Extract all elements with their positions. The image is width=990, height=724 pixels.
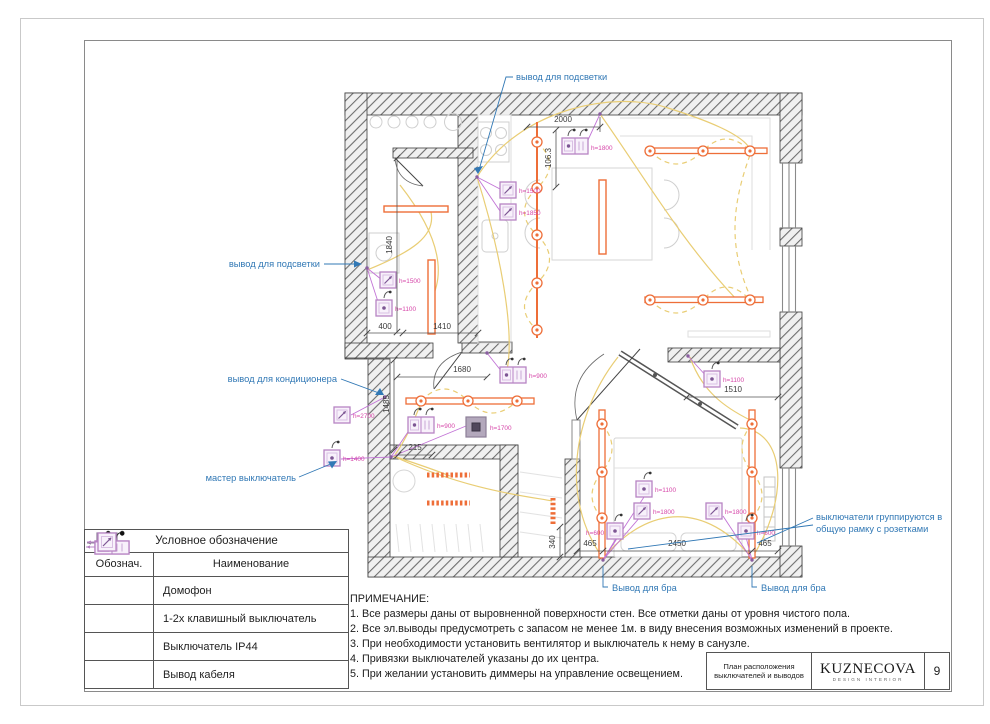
- dimension-label: 340: [548, 535, 557, 549]
- height-label: h=600: [757, 530, 775, 537]
- brand-tagline: DESIGN INTERIOR: [832, 676, 904, 682]
- height-label: h=2700: [353, 413, 375, 420]
- switch-symbol: [704, 371, 720, 387]
- height-label: h=1800: [725, 509, 747, 516]
- brand-name: KUZNECOVA: [820, 660, 916, 677]
- note-item: 2. Все эл.выводы предусмотреть с запасом не менее 1м. в виду внесения возможных изменений в проекте.: [350, 623, 893, 635]
- annotation-label: выключатели группируются в: [816, 512, 943, 522]
- dimension-label: 2450: [668, 539, 686, 548]
- height-label: h=1800: [653, 509, 675, 516]
- legend-row: Выключатель IP44: [85, 633, 348, 661]
- annotation-label: Вывод для бра: [612, 583, 677, 593]
- notes-title: ПРИМЕЧАНИЕ:: [350, 593, 430, 605]
- switch-symbol: [376, 300, 392, 316]
- dimension-label: 215: [408, 443, 422, 452]
- dimension-label: 1485: [382, 395, 391, 413]
- switch-2gang-symbol: [500, 367, 526, 383]
- switch-symbol: [738, 523, 754, 539]
- legend-row: Вывод кабеля: [85, 661, 348, 688]
- switch-symbol: [607, 523, 623, 539]
- legend-table: [84, 529, 349, 689]
- height-labels: [343, 145, 775, 537]
- sheet-number: 9: [933, 664, 941, 678]
- height-label: h=1100: [655, 487, 677, 494]
- annotation-label: общую рамку с розетками: [816, 524, 929, 534]
- title-block: [706, 652, 950, 690]
- cable-output-icon: [85, 530, 129, 554]
- intercom-symbol: [466, 417, 486, 437]
- annotation-label: вывод для подсветки: [228, 259, 320, 269]
- height-label: h=1800: [591, 145, 613, 152]
- height-label: h=900: [437, 423, 455, 430]
- legend-title: Условное обозначение: [85, 530, 348, 553]
- legend-row: Домофон: [85, 577, 348, 605]
- dimension-label: 2000: [554, 115, 572, 124]
- legend-col-name: Наименование: [212, 558, 290, 570]
- height-label: h=1850: [519, 210, 541, 217]
- note-item: 1. Все размеры даны от выровненной поверхности стен. Все отметки даны от уровня чистого пола.: [350, 608, 850, 620]
- cable-output-symbol: [706, 503, 722, 519]
- dimension-label: 1510: [724, 385, 742, 394]
- legend-col-symbol: Обознач.: [85, 553, 154, 576]
- cable-output-symbol: [500, 204, 516, 220]
- height-label: h=1100: [395, 306, 417, 313]
- brand-logo: [812, 653, 925, 689]
- dimension-label: 465: [583, 539, 597, 548]
- dimension-label: 400: [378, 322, 392, 331]
- height-label: h=1100: [723, 377, 745, 384]
- legend-row: 1-2х клавишный выключатель: [85, 605, 348, 633]
- height-label: h=1400: [343, 456, 365, 463]
- height-label: h=600: [586, 530, 604, 537]
- note-item: 4. Привязки выключателей указаны до их центра.: [350, 653, 600, 665]
- annotation-label: мастер выключатель: [205, 473, 296, 483]
- cable-output-symbol: [380, 272, 396, 288]
- dimension-label: 1410: [433, 322, 451, 331]
- switch-2gang-symbol: [408, 417, 434, 433]
- height-label: h=1700: [490, 425, 512, 432]
- annotation-label: вывод для подсветки: [516, 72, 608, 82]
- cable-output-symbol: [334, 407, 350, 423]
- dimension-label: 106.3: [544, 147, 553, 169]
- doors: [395, 158, 737, 459]
- cable-output-symbol: [634, 503, 650, 519]
- annotation-label: Вывод для бра: [761, 583, 826, 593]
- document-title: План расположения выключателей и выводов: [707, 653, 812, 689]
- height-label: h=1500: [399, 278, 421, 285]
- dimension-label: 1840: [385, 236, 394, 254]
- walls: [345, 93, 802, 577]
- dimension-label: 1680: [453, 365, 471, 374]
- note-item: 5. При желании установить диммеры на управление освещением.: [350, 668, 683, 680]
- annotation-label: вывод для кондиционера: [227, 374, 337, 384]
- switch-2gang-symbol: [562, 138, 588, 154]
- height-label: h=900: [529, 373, 547, 380]
- height-label: h=1500: [519, 188, 541, 195]
- note-item: 3. При необходимости установить вентилятор и выключатель к нему в санузле.: [350, 638, 750, 650]
- cable-output-symbol: [500, 182, 516, 198]
- switch-symbol: [636, 481, 652, 497]
- dimension-label: 465: [758, 539, 772, 548]
